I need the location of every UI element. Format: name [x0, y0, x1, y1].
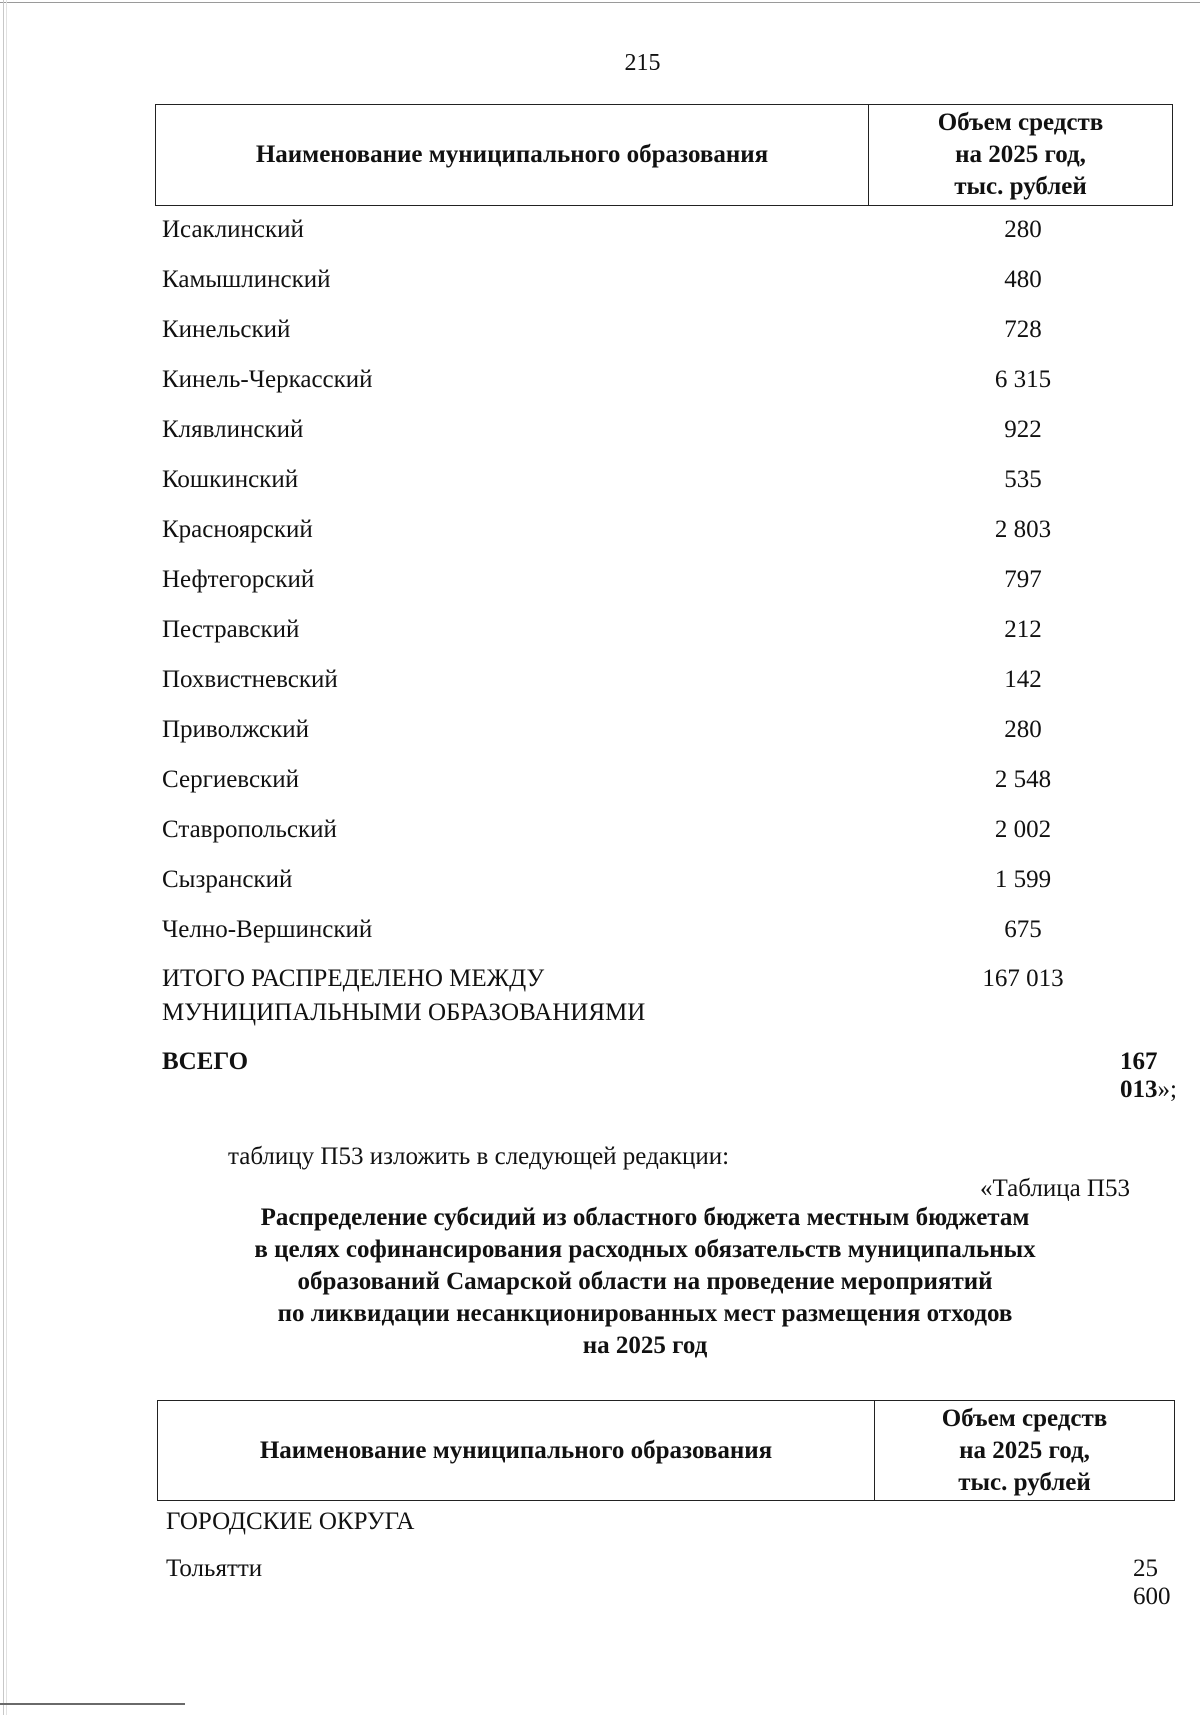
table1-header-volume-line: Объем средств	[937, 109, 1104, 136]
row-value: 535	[1004, 466, 1042, 493]
table-row	[162, 856, 1172, 906]
all-value: 167 013	[1120, 1048, 1158, 1103]
table-row	[162, 806, 1172, 856]
row-value: 675	[1004, 916, 1042, 943]
all-label: ВСЕГО	[162, 1048, 249, 1075]
table-row	[162, 556, 1172, 606]
table-row	[162, 706, 1172, 756]
row-value: 212	[1004, 616, 1042, 643]
table-row	[162, 756, 1172, 806]
title-line: в целях софинансирования расходных обязательств муниципальных	[254, 1236, 1036, 1263]
table-row	[162, 606, 1172, 656]
row-name: Челно-Вершинский	[162, 916, 373, 943]
row-value: 480	[1004, 266, 1042, 293]
row-value: 280	[1004, 216, 1042, 243]
row-name: Кошкинский	[162, 466, 299, 493]
row-name: Сызранский	[162, 866, 293, 893]
table-reference: «Таблица П53	[980, 1175, 1130, 1202]
row-name: Красноярский	[162, 516, 313, 543]
left-scan-edge	[3, 0, 4, 1715]
row-name: Сергиевский	[162, 766, 299, 793]
table2-header-volume-line: Объем средств	[941, 1404, 1108, 1432]
top-scan-edge	[0, 2, 1200, 3]
row-value: 25 600	[1133, 1555, 1171, 1610]
row-name: Пестравский	[162, 616, 300, 643]
row-value: 728	[1004, 316, 1042, 343]
table-row	[162, 356, 1172, 406]
row-name: Похвистневский	[162, 666, 338, 693]
row-value: 2 002	[994, 816, 1052, 843]
table-row	[162, 506, 1172, 556]
total-label-line: МУНИЦИПАЛЬНЫМИ ОБРАЗОВАНИЯМИ	[162, 999, 646, 1026]
table1-header-volume-line: на 2025 год,	[955, 141, 1086, 168]
instruction-text: таблицу П53 изложить в следующей редакции:	[228, 1143, 730, 1170]
table-row	[162, 456, 1172, 506]
table2-body	[166, 1501, 1176, 1610]
page-number: 215	[624, 50, 661, 76]
table1-header-volume-col	[869, 105, 1172, 205]
table2-header-volume-line: тыс. рублей	[958, 1468, 1091, 1496]
table-row	[162, 656, 1172, 706]
row-value: 142	[1004, 666, 1042, 693]
table-row	[162, 406, 1172, 456]
table-row	[162, 256, 1172, 306]
title-line: образований Самарской области на проведение мероприятий	[297, 1268, 993, 1295]
all-value-wrap	[1120, 1048, 1177, 1104]
table1-body	[162, 206, 1172, 956]
row-name: Ставропольский	[162, 816, 337, 843]
left-scan-edge-inner	[6, 0, 7, 1715]
row-name: Нефтегорский	[162, 566, 315, 593]
table2-header-volume-col	[875, 1401, 1174, 1500]
row-name: Клявлинский	[162, 416, 304, 443]
table2-header-name-col: Наименование муниципального образования	[158, 1401, 875, 1500]
table2-title	[0, 1202, 1200, 1362]
total-value: 167 013	[982, 965, 1064, 992]
all-value-suffix: »;	[1157, 1076, 1177, 1103]
row-name: Исаклинский	[162, 216, 304, 243]
table1-header	[155, 104, 1173, 206]
row-name: Кинельский	[162, 316, 291, 343]
row-value: 280	[1004, 716, 1042, 743]
table1-header-name-col: Наименование муниципального образования	[156, 105, 869, 205]
row-name: Камышлинский	[162, 266, 331, 293]
row-name: Тольятти	[166, 1555, 263, 1582]
row-value: 1 599	[994, 866, 1052, 893]
table-row	[162, 206, 1172, 256]
title-line: по ликвидации несанкционированных мест размещения отходов	[277, 1300, 1013, 1327]
section-heading: ГОРОДСКИЕ ОКРУГА	[166, 1508, 415, 1535]
row-value: 922	[1004, 416, 1042, 443]
row-name: Приволжский	[162, 716, 310, 743]
title-line: на 2025 год	[582, 1332, 708, 1359]
bottom-scan-edge	[0, 1703, 185, 1705]
table-row	[162, 906, 1172, 956]
row-value: 2 803	[994, 516, 1052, 543]
table1-total-row	[162, 962, 1172, 1030]
row-value: 6 315	[994, 366, 1052, 393]
table-row	[166, 1545, 1176, 1610]
table1-header-volume-line: тыс. рублей	[954, 173, 1087, 200]
table1-all-row	[162, 1048, 1177, 1103]
row-name: Кинель-Черкасский	[162, 366, 373, 393]
table2-header	[157, 1400, 1175, 1501]
row-value: 797	[1004, 566, 1042, 593]
table2-header-volume-line: на 2025 год,	[959, 1436, 1090, 1464]
row-value: 2 548	[994, 766, 1052, 793]
table-row	[162, 306, 1172, 356]
title-line: Распределение субсидий из областного бюджета местным бюджетам	[260, 1204, 1030, 1231]
total-label-line: ИТОГО РАСПРЕДЕЛЕНО МЕЖДУ	[162, 965, 545, 992]
